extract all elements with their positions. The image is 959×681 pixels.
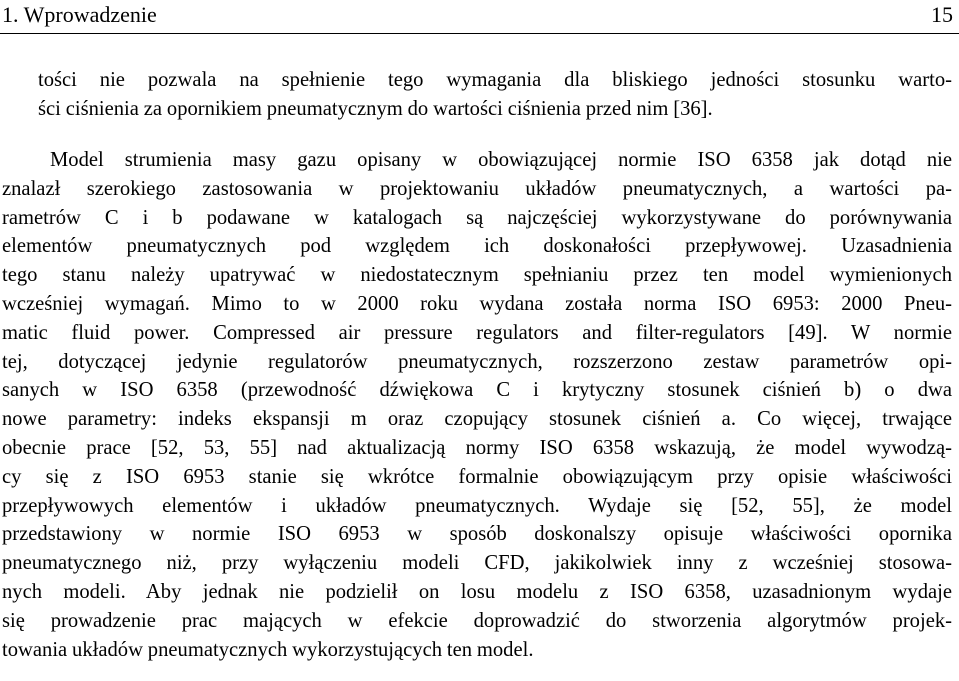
text-line: sanych w ISO 6358 (przewodność dźwiękowa C i krytyczny stosunek ciśnień b) o dwa (2, 379, 952, 402)
running-header (0, 0, 959, 34)
text-line: przepływowych elementów i układów pneumatycznych. Wydaje się [52, 55], że model (2, 494, 952, 517)
text-line: tego stanu należy upatrywać w niedostatecznym spełnianiu przez ten model wymienionych (2, 264, 952, 287)
text-line: rametrów C i b podawane w katalogach są najczęściej wykorzystywane do porównywania (2, 206, 952, 229)
text-line: nych modeli. Aby jednak nie podzielił on losu modelu z ISO 6358, uzasadnionym wydaje (2, 580, 952, 603)
text-line: matic fluid power. Compressed air pressure regulators and filter-regulators [49]. W normie (2, 321, 952, 344)
paragraph-main (2, 146, 952, 664)
text-line: pneumatycznego niż, przy wyłączeniu modeli CFD, jakikolwiek inny z wcześniej stosowa- (2, 552, 952, 575)
text-line: cy się z ISO 6953 stanie się wkrótce formalnie obowiązującym przy opisie właściwości (2, 465, 952, 488)
text-line: Model strumienia masy gazu opisany w obowiązującej normie ISO 6358 jak dotąd nie (50, 149, 952, 171)
page-number: 15 (931, 2, 953, 27)
text-line: tej, dotyczącej jedynie regulatorów pneumatycznych, rozszerzono zestaw parametrów opi- (2, 350, 952, 373)
text-line: obecnie prace [52, 53, 55] nad aktualizacją normy ISO 6358 wskazują, że model wywodzą- (2, 436, 952, 459)
text-line: się prowadzenie prac mających w efekcie doprowadzić do stworzenia algorytmów projek- (2, 609, 952, 632)
chapter-title: 1. Wprowadzenie (2, 2, 157, 27)
text-line: wcześniej wymagań. Mimo to w 2000 roku wydana została norma ISO 6953: 2000 Pneu- (2, 292, 952, 315)
text-line: tości nie pozwala na spełnienie tego wymagania dla bliskiego jedności stosunku warto- (38, 69, 952, 91)
text-line: znalazł szerokiego zastosowania w projektowaniu układów pneumatycznych, a wartości pa- (2, 177, 952, 200)
paragraph-continuation (2, 66, 952, 124)
text-line: ści ciśnienia za opornikiem pneumatycznym do wartości ciśnienia przed nim [36]. (38, 97, 713, 120)
text-line: przedstawiony w normie ISO 6953 w sposób doskonalszy opisuje właściwości opornika (2, 523, 952, 546)
text-line: elementów pneumatycznych pod względem ich doskonałości przepływowej. Uzasadnienia (2, 235, 952, 258)
text-line: nowe parametry: indeks ekspansji m oraz czopujący stosunek ciśnień a. Co więcej, trwające (2, 408, 952, 431)
text-line: towania układów pneumatycznych wykorzystujących ten model. (2, 638, 534, 661)
